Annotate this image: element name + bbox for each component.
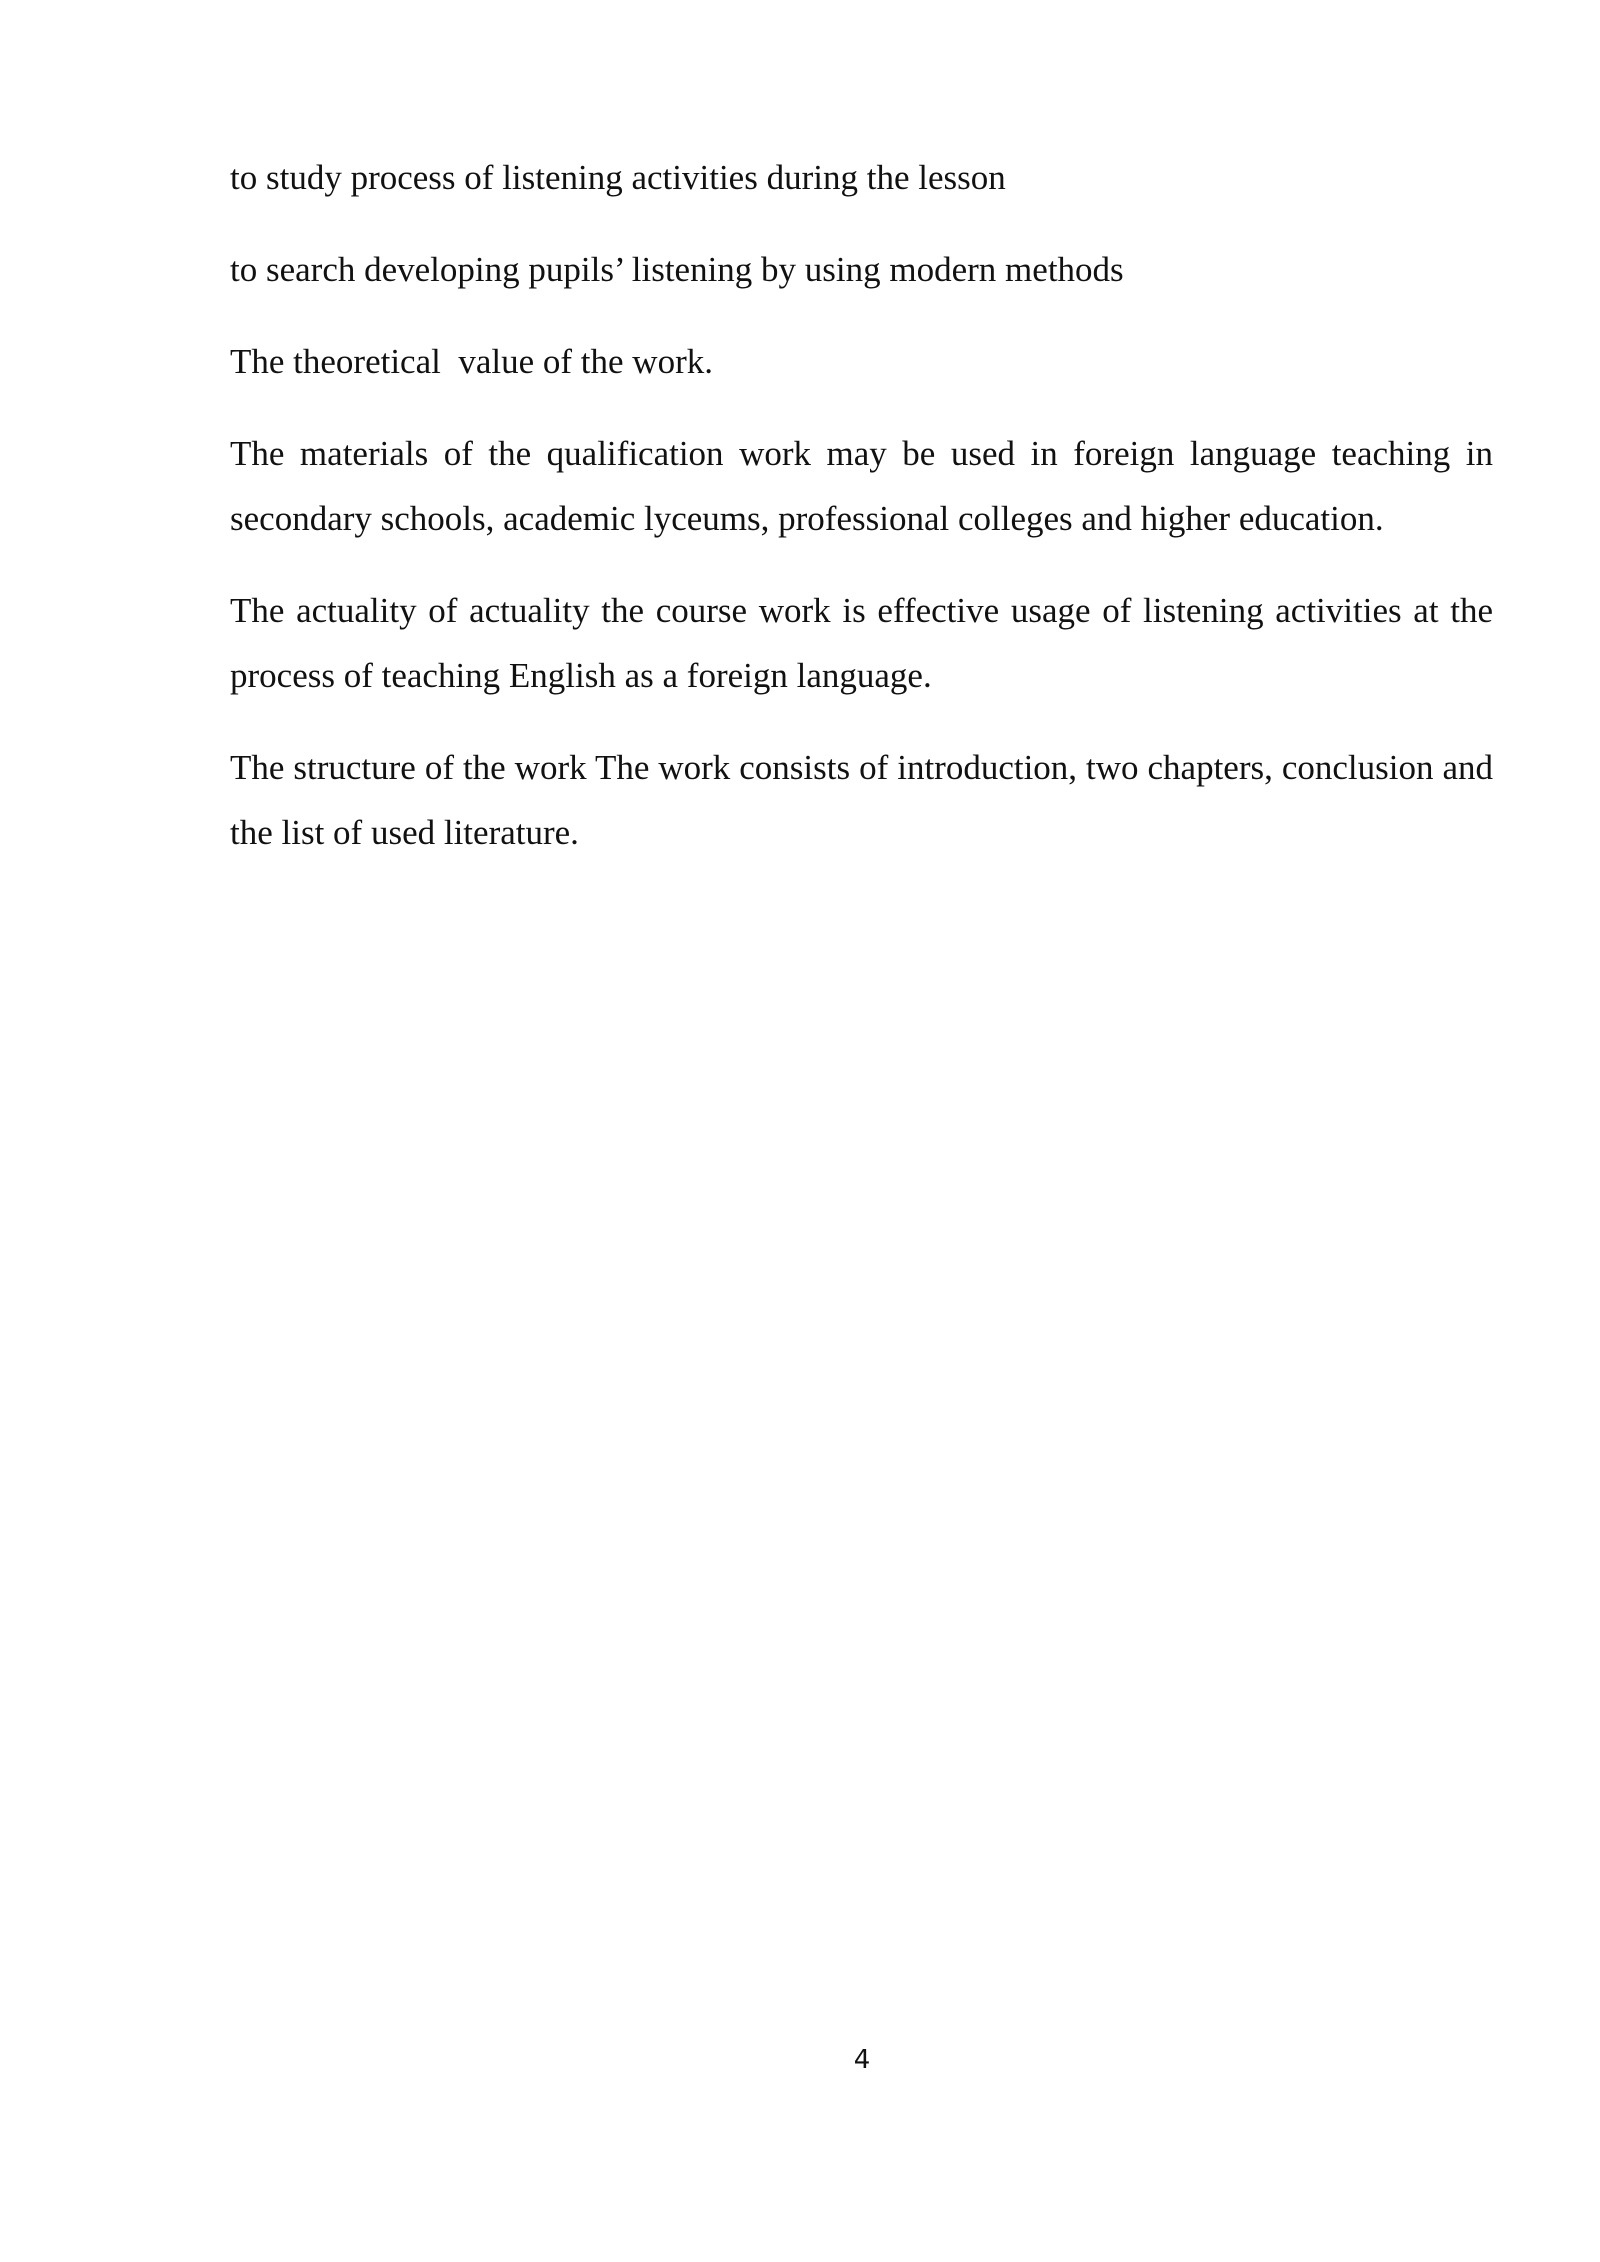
paragraph-objective-study: to study process of listening activities during the lesson (230, 158, 1006, 197)
paragraph-structure: The structure of the work The work consists of introduction, two chapters, conclusion and the list of used literature. (230, 748, 1502, 852)
paragraph-materials: The materials of the qualification work may be used in foreign language teaching in secondary schools, academic lyceums, professional colleges and higher education. (230, 434, 1502, 538)
page-body (230, 145, 1502, 892)
paragraph-theoretical-value: The theoretical value of the work. (230, 342, 713, 381)
paragraph-actuality: The actuality of actuality the course work is effective usage of listening activities at the process of teaching English as a foreign language. (230, 591, 1502, 695)
page-number: 4 (853, 2045, 871, 2075)
paragraph-objective-search: to search developing pupils’ listening by using modern methods (230, 250, 1124, 289)
